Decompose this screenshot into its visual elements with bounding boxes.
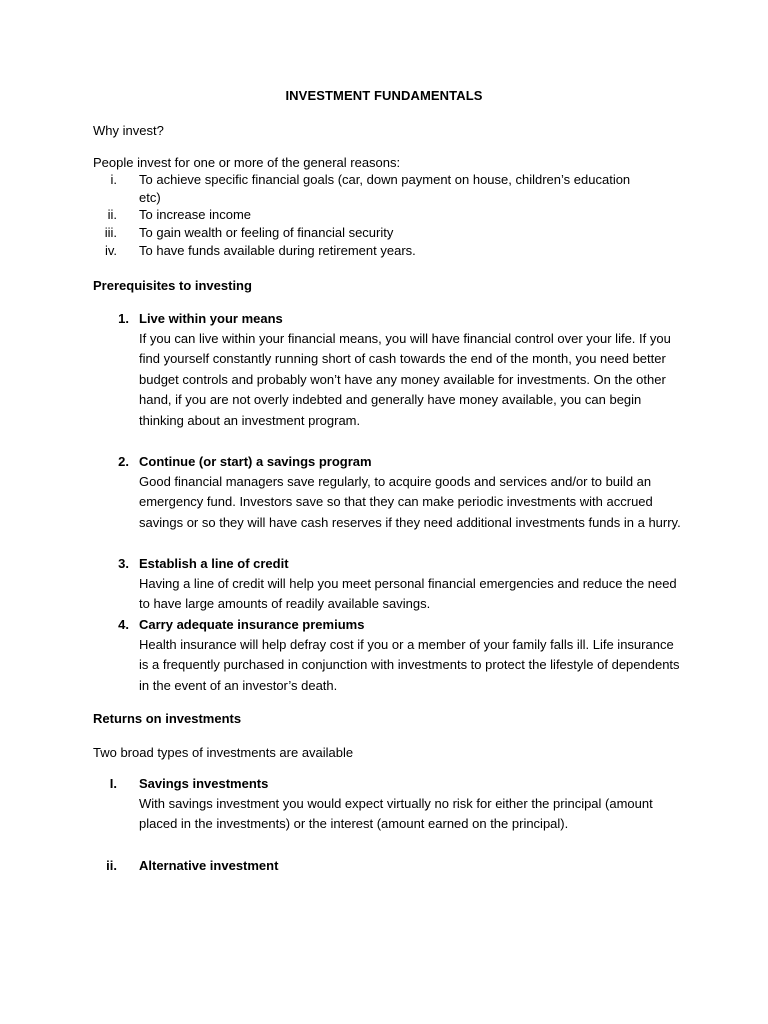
prerequisite-heading: Continue (or start) a savings program (139, 454, 372, 469)
returns-heading: Returns on investments (93, 711, 242, 726)
list-marker: 1. (118, 311, 129, 326)
prerequisite-item (93, 615, 683, 696)
reasons-list (93, 171, 653, 260)
list-item (93, 242, 653, 260)
prerequisite-body: If you can live within your financial means, you will have financial control over your life. If you find yourself constantly running short of cash towards the end of the month, you need better budget controls and probably won’t have any money available for investments. On the other hand, if you are not overly indebted and generally have money available, you can begin thinking about an investment program. (139, 331, 671, 428)
prerequisite-body: Good financial managers save regularly, to acquire goods and services and/or to build an emergency fund. Investors save so that they can make periodic investments with accrued savings or so they will have cash reserves if they need additional investments funds in a hurry. (139, 474, 681, 530)
list-item-text: To have funds available during retirement years. (139, 242, 416, 258)
prerequisite-heading: Live within your means (139, 311, 283, 326)
investment-type-body: With savings investment you would expect virtually no risk for either the principal (amount placed in the investments) or the interest (amount earned on the principal). (139, 796, 653, 832)
list-marker: 3. (118, 556, 129, 571)
list-marker: 2. (118, 454, 129, 469)
list-marker: iii. (104, 225, 117, 241)
investment-type-heading: Alternative investment (139, 858, 279, 873)
investment-type-item (93, 856, 683, 876)
investment-type-heading: Savings investments (139, 776, 269, 791)
prerequisite-heading: Establish a line of credit (139, 556, 289, 571)
list-item-text: To achieve specific financial goals (car, down payment on house, children’s education etc) (139, 172, 631, 205)
list-marker: ii. (106, 858, 117, 873)
list-marker: 4. (118, 617, 129, 632)
list-marker: I. (109, 776, 117, 791)
why-invest-question: Why invest? (93, 123, 164, 138)
list-item-text: To gain wealth or feeling of financial security (139, 225, 394, 241)
reasons-intro: People invest for one or more of the general reasons: (93, 155, 401, 170)
list-item (93, 171, 653, 206)
prerequisite-item (93, 309, 683, 431)
list-marker: iv. (104, 242, 117, 258)
list-item (93, 224, 653, 242)
prerequisite-body: Having a line of credit will help you meet personal financial emergencies and reduce the need to have large amounts of readily available savings. (139, 576, 677, 612)
list-marker: ii. (107, 207, 117, 223)
investment-type-item (93, 774, 683, 835)
prerequisite-item (93, 452, 683, 533)
list-item (93, 206, 653, 224)
document-title: INVESTMENT FUNDAMENTALS (285, 88, 483, 103)
list-marker: i. (110, 172, 117, 187)
prerequisite-body: Health insurance will help defray cost if you or a member of your family falls ill. Life insurance is a frequently purchased in conjunction with investments to protect the lifestyle of dependents in the event of an investor’s death. (139, 637, 680, 693)
prerequisite-item (93, 554, 683, 615)
list-item-text: To increase income (139, 207, 251, 223)
returns-intro: Two broad types of investments are available (93, 745, 354, 760)
prerequisites-heading: Prerequisites to investing (93, 278, 252, 293)
prerequisite-heading: Carry adequate insurance premiums (139, 617, 365, 632)
